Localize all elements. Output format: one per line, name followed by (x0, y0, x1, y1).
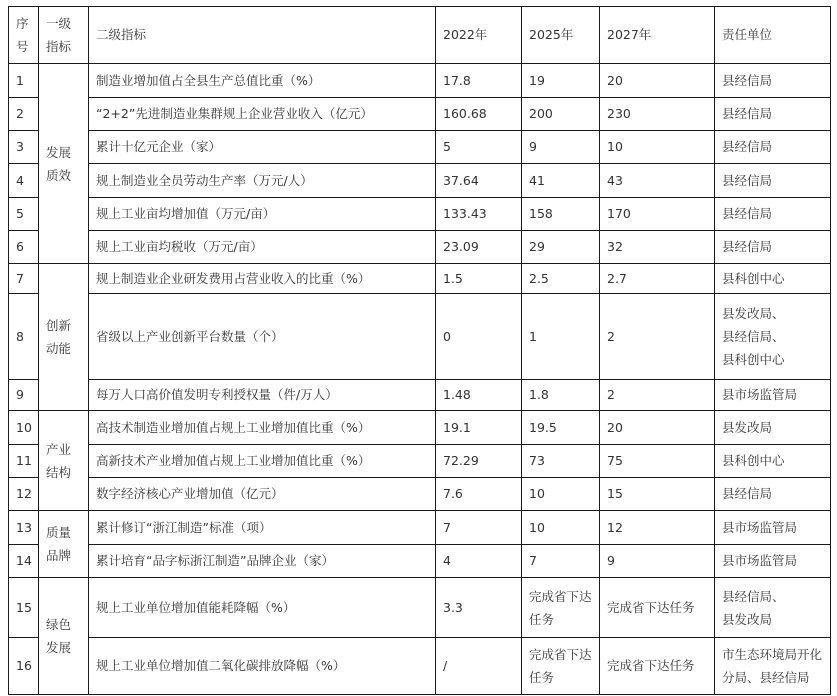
row-unit: 县科创中心 (715, 445, 831, 478)
row-2025: 10 (522, 478, 600, 511)
value-line: 任务 (529, 611, 555, 627)
row-2027: 170 (600, 198, 715, 231)
category-line: 绿色 (46, 617, 72, 632)
unit-line: 县发改局 (722, 611, 773, 627)
row-2027: 2 (600, 294, 715, 380)
category-line: 发展 (46, 144, 72, 160)
row-2027: 完成省下达任务 (600, 578, 715, 638)
row-unit: 县经信局 (715, 98, 831, 131)
row-unit (715, 578, 831, 638)
category-industrial-structure (39, 411, 89, 511)
row-seq: 9 (9, 380, 39, 411)
row-indicator: 规上工业亩均增加值（万元/亩） (89, 198, 436, 231)
row-indicator: 高技术制造业增加值占规上工业增加值比重（%） (89, 411, 436, 445)
row-seq: 7 (9, 264, 39, 294)
value-line: 任务 (529, 670, 555, 685)
row-seq: 5 (9, 198, 39, 231)
row-indicator: 累计培育“品字标浙江制造”品牌企业（家） (89, 545, 436, 578)
unit-line: 分局、县经信局 (722, 670, 810, 685)
row-2027: 75 (600, 445, 715, 478)
row-indicator: 制造业增加值占全县生产总值比重（%） (89, 64, 436, 98)
header-2022: 2022年 (436, 7, 522, 64)
row-2025: 73 (522, 445, 600, 478)
row-indicator: 规上制造业企业研发费用占营业收入的比重（%） (89, 264, 436, 294)
row-indicator: 累计修订“浙江制造”标准（项） (89, 511, 436, 545)
row-indicator: 规上工业单位增加值能耗降幅（%） (89, 578, 436, 638)
row-2025: 1 (522, 294, 600, 380)
table-row (9, 264, 831, 294)
row-2027: 32 (600, 231, 715, 264)
row-2025: 29 (522, 231, 600, 264)
unit-line: 县经信局、 (722, 588, 785, 604)
row-2022: 133.43 (436, 198, 522, 231)
value-line: 完成省下达 (529, 588, 592, 604)
table-row (9, 380, 831, 411)
row-unit: 县经信局 (715, 164, 831, 198)
category-line: 动能 (46, 341, 72, 356)
row-2022: 1.5 (436, 264, 522, 294)
table-row (9, 578, 831, 638)
category-line: 产业 (46, 441, 72, 457)
row-unit: 县经信局 (715, 64, 831, 98)
row-2022: 0 (436, 294, 522, 380)
unit-line: 县发改局、 (722, 306, 785, 321)
row-indicator: 高新技术产业增加值占规上工业增加值比重（%） (89, 445, 436, 478)
row-2022: 19.1 (436, 411, 522, 445)
header-level1-line2: 指标 (46, 39, 72, 54)
value-line: 完成省下达 (529, 647, 592, 662)
header-level1-line1: 一级 (46, 16, 72, 31)
row-seq: 6 (9, 231, 39, 264)
row-2022: 23.09 (436, 231, 522, 264)
header-2027: 2027年 (600, 7, 715, 64)
table-row (9, 445, 831, 478)
table-row (9, 131, 831, 164)
header-2025: 2025年 (522, 7, 600, 64)
row-seq: 1 (9, 64, 39, 98)
row-indicator: 数字经济核心产业增加值（亿元） (89, 478, 436, 511)
row-2027: 2.7 (600, 264, 715, 294)
row-2027: 20 (600, 64, 715, 98)
unit-line: 县科创中心 (722, 352, 785, 367)
row-unit (715, 294, 831, 380)
row-2025 (522, 638, 600, 695)
row-seq: 13 (9, 511, 39, 545)
table-row (9, 294, 831, 380)
row-2025 (522, 578, 600, 638)
unit-line: 县经信局、 (722, 329, 785, 344)
category-line: 质效 (46, 167, 72, 183)
header-level2: 二级指标 (89, 7, 436, 64)
row-indicator: “2+2”先进制造业集群规上企业营业收入（亿元） (89, 98, 436, 131)
row-seq: 2 (9, 98, 39, 131)
row-unit: 县经信局 (715, 231, 831, 264)
row-seq: 8 (9, 294, 39, 380)
row-2027: 完成省下达任务 (600, 638, 715, 695)
row-2027: 43 (600, 164, 715, 198)
header-row (9, 7, 831, 64)
row-2022: 4 (436, 545, 522, 578)
row-seq: 4 (9, 164, 39, 198)
row-unit: 县经信局 (715, 198, 831, 231)
table-row (9, 511, 831, 545)
table-row (9, 638, 831, 695)
category-line: 创新 (46, 318, 72, 333)
row-2027: 9 (600, 545, 715, 578)
row-2027: 12 (600, 511, 715, 545)
row-2022: 1.48 (436, 380, 522, 411)
row-2027: 15 (600, 478, 715, 511)
row-seq: 14 (9, 545, 39, 578)
row-seq: 12 (9, 478, 39, 511)
header-seq (9, 7, 39, 64)
row-2025: 158 (522, 198, 600, 231)
category-green-development (39, 578, 89, 695)
row-seq: 11 (9, 445, 39, 478)
row-unit: 县市场监管局 (715, 545, 831, 578)
row-2025: 41 (522, 164, 600, 198)
row-seq: 10 (9, 411, 39, 445)
table-row (9, 545, 831, 578)
row-2025: 19 (522, 64, 600, 98)
indicators-table (8, 6, 831, 695)
row-2025: 9 (522, 131, 600, 164)
row-2022: 7 (436, 511, 522, 545)
row-unit: 县经信局 (715, 478, 831, 511)
table-row (9, 411, 831, 445)
row-2022: 160.68 (436, 98, 522, 131)
table-row (9, 64, 831, 98)
header-level1 (39, 7, 89, 64)
category-quality-brand (39, 511, 89, 578)
row-2025: 1.8 (522, 380, 600, 411)
row-2022: 37.64 (436, 164, 522, 198)
row-indicator: 规上制造业全员劳动生产率（万元/人） (89, 164, 436, 198)
unit-line: 市生态环境局开化 (722, 647, 823, 662)
row-unit: 县市场监管局 (715, 380, 831, 411)
row-2022: 7.6 (436, 478, 522, 511)
row-2027: 2 (600, 380, 715, 411)
category-line: 品牌 (46, 548, 72, 563)
row-2025: 2.5 (522, 264, 600, 294)
row-2022: / (436, 638, 522, 695)
row-seq: 16 (9, 638, 39, 695)
row-2027: 20 (600, 411, 715, 445)
row-unit (715, 638, 831, 695)
row-2022: 17.8 (436, 64, 522, 98)
row-2027: 230 (600, 98, 715, 131)
row-2027: 10 (600, 131, 715, 164)
row-2022: 3.3 (436, 578, 522, 638)
row-unit: 县发改局 (715, 411, 831, 445)
row-seq: 3 (9, 131, 39, 164)
table-row (9, 98, 831, 131)
row-2022: 5 (436, 131, 522, 164)
table-row (9, 164, 831, 198)
row-indicator: 累计十亿元企业（家） (89, 131, 436, 164)
row-2025: 19.5 (522, 411, 600, 445)
table-row (9, 231, 831, 264)
row-unit: 县市场监管局 (715, 511, 831, 545)
header-responsible-unit: 责任单位 (715, 7, 831, 64)
category-line: 质量 (46, 525, 72, 540)
row-unit: 县科创中心 (715, 264, 831, 294)
row-indicator: 每万人口高价值发明专利授权量（件/万人） (89, 380, 436, 411)
header-seq-line1: 序 (16, 16, 29, 31)
row-2025: 7 (522, 545, 600, 578)
row-indicator: 规上工业单位增加值二氧化碳排放降幅（%） (89, 638, 436, 695)
row-indicator: 省级以上产业创新平台数量（个） (89, 294, 436, 380)
row-indicator: 规上工业亩均税收（万元/亩） (89, 231, 436, 264)
row-2022: 72.29 (436, 445, 522, 478)
row-2025: 200 (522, 98, 600, 131)
table-row (9, 478, 831, 511)
category-line: 结构 (46, 464, 72, 480)
category-innovation-momentum (39, 264, 89, 411)
header-seq-line2: 号 (16, 39, 29, 54)
category-development-quality (39, 64, 89, 264)
category-line: 发展 (46, 640, 72, 655)
row-2025: 10 (522, 511, 600, 545)
row-unit: 县经信局 (715, 131, 831, 164)
row-seq: 15 (9, 578, 39, 638)
table-row (9, 198, 831, 231)
